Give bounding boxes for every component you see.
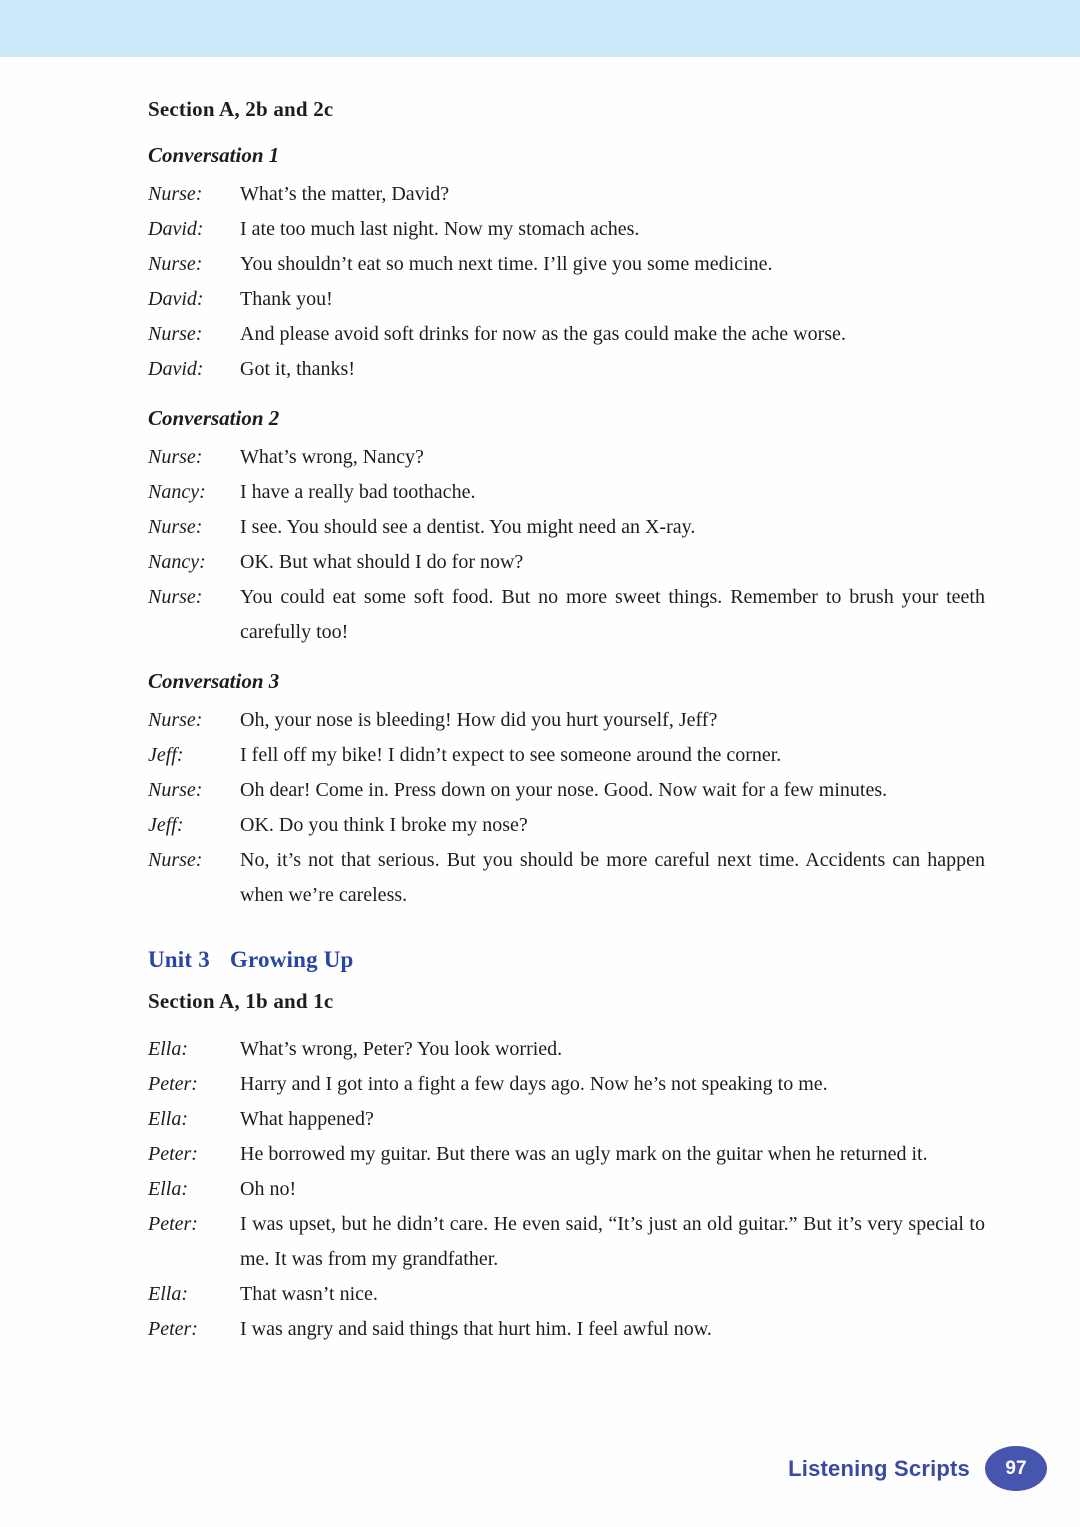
utterance-text: What’s wrong, Peter? You look worried. <box>240 1038 563 1060</box>
speaker-name: Jeff: <box>148 814 184 836</box>
utterance-text: I have a really bad toothache. <box>240 481 476 503</box>
utterance-text: Thank you! <box>240 288 333 310</box>
section-heading: Section A, 2b and 2c <box>148 97 334 121</box>
footer-section-label: Listening Scripts <box>788 1455 970 1481</box>
page-top-band <box>0 0 1080 57</box>
speaker-name: Nurse: <box>148 183 203 205</box>
dialogue-line <box>148 352 985 387</box>
speaker-name: Ella: <box>148 1038 188 1060</box>
speaker-name: Nurse: <box>148 709 203 731</box>
dialogue-line <box>148 475 985 510</box>
utterance-text: I ate too much last night. Now my stomach aches. <box>240 218 640 240</box>
speaker-name: Peter: <box>148 1318 198 1340</box>
utterance-text: And please avoid soft drinks for now as the gas could make the ache worse. <box>240 323 846 345</box>
dialogue-line <box>148 1032 985 1067</box>
utterance-text: OK. But what should I do for now? <box>240 551 524 573</box>
utterance-text: Oh no! <box>240 1178 297 1200</box>
dialogue-line <box>148 177 985 212</box>
page-footer <box>788 1446 1047 1491</box>
dialogue-line <box>148 1137 985 1172</box>
speaker-name: Ella: <box>148 1283 188 1305</box>
utterance-text: I was upset, but he didn’t care. He even said, “It’s just an old guitar.” But it’s very special to me. It was from my grandfather. <box>240 1213 985 1270</box>
utterance-text: No, it’s not that serious. But you should be more careful next time. Accidents can happen when we’re careless. <box>240 849 985 906</box>
speaker-name: Peter: <box>148 1073 198 1095</box>
utterance-text: Got it, thanks! <box>240 358 355 380</box>
dialogue-line <box>148 738 985 773</box>
dialogue-line <box>148 282 985 317</box>
dialogue-line <box>148 1102 985 1137</box>
section-heading: Section A, 1b and 1c <box>148 989 334 1013</box>
speaker-name: Nurse: <box>148 849 203 871</box>
dialogue-line <box>148 212 985 247</box>
utterance-text: Oh, your nose is bleeding! How did you hurt yourself, Jeff? <box>240 709 718 731</box>
utterance-text: What’s wrong, Nancy? <box>240 446 424 468</box>
utterance-text: Oh dear! Come in. Press down on your nose. Good. Now wait for a few minutes. <box>240 779 888 801</box>
speaker-name: Nurse: <box>148 516 203 538</box>
speaker-name: Jeff: <box>148 744 184 766</box>
speaker-name: Nurse: <box>148 586 203 608</box>
page-number-badge: 97 <box>985 1446 1047 1491</box>
dialogue-line <box>148 545 985 580</box>
dialogue-line <box>148 1312 985 1347</box>
dialogue-line <box>148 703 985 738</box>
unit-heading <box>148 947 985 973</box>
utterance-text: That wasn’t nice. <box>240 1283 378 1305</box>
speaker-name: Nancy: <box>148 481 206 503</box>
dialogue-line <box>148 1207 985 1277</box>
dialogue-line <box>148 510 985 545</box>
utterance-text: Harry and I got into a fight a few days ago. Now he’s not speaking to me. <box>240 1073 828 1095</box>
utterance-text: OK. Do you think I broke my nose? <box>240 814 528 836</box>
dialogue-line <box>148 808 985 843</box>
utterance-text: What happened? <box>240 1108 374 1130</box>
conversation-title: Conversation 2 <box>148 406 280 430</box>
dialogue-line <box>148 317 985 352</box>
dialogue-line <box>148 247 985 282</box>
dialogue-line <box>148 1172 985 1207</box>
dialogue-line <box>148 843 985 913</box>
conversation-title: Conversation 1 <box>148 143 280 167</box>
speaker-name: David: <box>148 358 204 380</box>
utterance-text: You could eat some soft food. But no more sweet things. Remember to brush your teeth carefully too! <box>240 586 985 643</box>
utterance-text: He borrowed my guitar. But there was an ugly mark on the guitar when he returned it. <box>240 1143 928 1165</box>
dialogue-line <box>148 1277 985 1312</box>
utterance-text: What’s the matter, David? <box>240 183 450 205</box>
dialogue-line <box>148 580 985 650</box>
speaker-name: Ella: <box>148 1178 188 1200</box>
speaker-name: David: <box>148 218 204 240</box>
speaker-name: Ella: <box>148 1108 188 1130</box>
utterance-text: You shouldn’t eat so much next time. I’ll give you some medicine. <box>240 253 773 275</box>
speaker-name: Peter: <box>148 1213 198 1235</box>
speaker-name: Nurse: <box>148 446 203 468</box>
unit-title-label: Growing Up <box>229 947 354 972</box>
utterance-text: I fell off my bike! I didn’t expect to see someone around the corner. <box>240 744 782 766</box>
speaker-name: Peter: <box>148 1143 198 1165</box>
utterance-text: I was angry and said things that hurt him. I feel awful now. <box>240 1318 712 1340</box>
dialogue-line <box>148 1067 985 1102</box>
dialogue-line <box>148 440 985 475</box>
speaker-name: Nurse: <box>148 253 203 275</box>
unit-number-label: Unit 3 <box>148 947 210 972</box>
utterance-text: I see. You should see a dentist. You might need an X-ray. <box>240 516 696 538</box>
conversation-title: Conversation 3 <box>148 669 280 693</box>
dialogue-line <box>148 773 985 808</box>
speaker-name: Nurse: <box>148 779 203 801</box>
speaker-name: Nurse: <box>148 323 203 345</box>
speaker-name: Nancy: <box>148 551 206 573</box>
speaker-name: David: <box>148 288 204 310</box>
listening-scripts-content <box>0 57 1080 1347</box>
